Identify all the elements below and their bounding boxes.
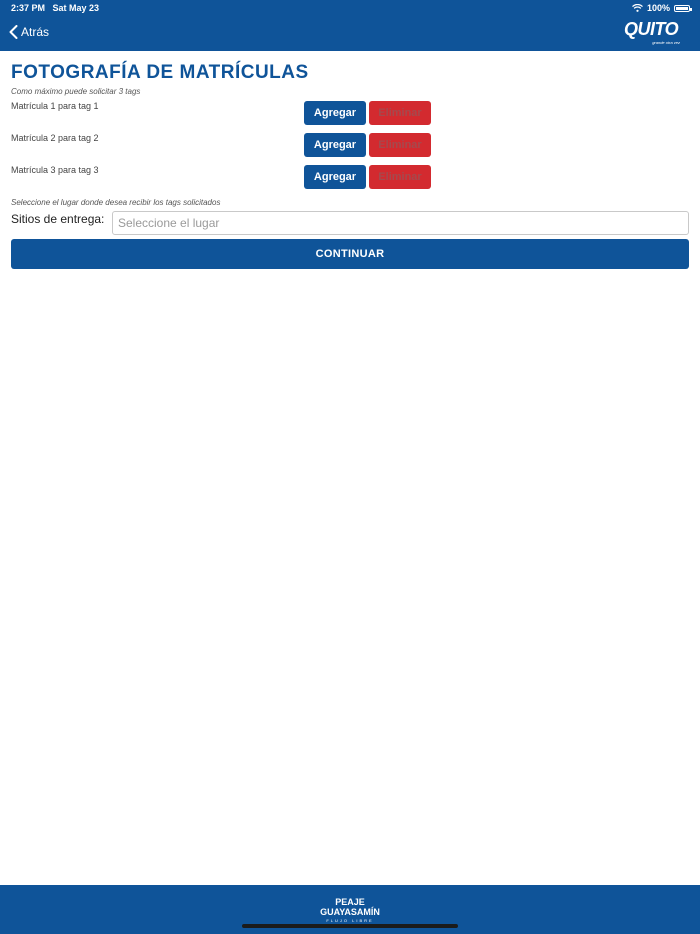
delivery-hint: Seleccione el lugar donde desea recibir los tags solicitados — [11, 198, 221, 207]
delivery-site-placeholder: Seleccione el lugar — [118, 216, 220, 230]
footer-brand-line1: PEAJE — [335, 897, 365, 907]
wifi-icon — [632, 4, 643, 12]
home-indicator[interactable] — [242, 924, 458, 928]
add-plate-2-button[interactable]: Agregar — [304, 133, 366, 157]
status-clock: 2:37 PM — [11, 3, 46, 13]
status-time — [11, 3, 99, 13]
chevron-left-icon — [9, 25, 18, 39]
plate-2-label: Matrícula 2 para tag 2 — [11, 133, 99, 143]
back-label: Atrás — [21, 25, 50, 39]
footer-logo — [0, 897, 700, 917]
footer-brand-sub: FLUJO LIBRE — [326, 918, 374, 923]
delivery-site-label: Sitios de entrega: — [11, 212, 105, 226]
battery-icon — [674, 5, 690, 12]
status-indicators — [632, 3, 690, 13]
back-button[interactable] — [9, 25, 49, 39]
plate-3-label: Matrícula 3 para tag 3 — [11, 165, 99, 175]
add-plate-3-button[interactable]: Agregar — [304, 165, 366, 189]
quito-logo-tagline: grande otra vez — [652, 40, 680, 45]
continue-button[interactable] — [11, 239, 689, 269]
delivery-site-select[interactable] — [112, 211, 689, 235]
battery-percent: 100% — [646, 3, 670, 13]
footer-brand-line2: GUAYASAMÍN — [320, 907, 380, 917]
continue-label: CONTINUAR — [315, 248, 385, 260]
plate-1-label: Matrícula 1 para tag 1 — [11, 101, 99, 111]
status-date: Sat May 23 — [52, 3, 100, 13]
quito-logo: QUITO — [624, 19, 679, 39]
delete-plate-1-button[interactable]: Eliminar — [369, 101, 431, 125]
add-plate-1-button[interactable]: Agregar — [304, 101, 366, 125]
max-tags-hint: Como máximo puede solicitar 3 tags — [11, 87, 141, 96]
delete-plate-3-button[interactable]: Eliminar — [369, 165, 431, 189]
top-bar — [0, 0, 700, 51]
delete-plate-2-button[interactable]: Eliminar — [369, 133, 431, 157]
page-title: FOTOGRAFÍA DE MATRÍCULAS — [11, 62, 309, 83]
